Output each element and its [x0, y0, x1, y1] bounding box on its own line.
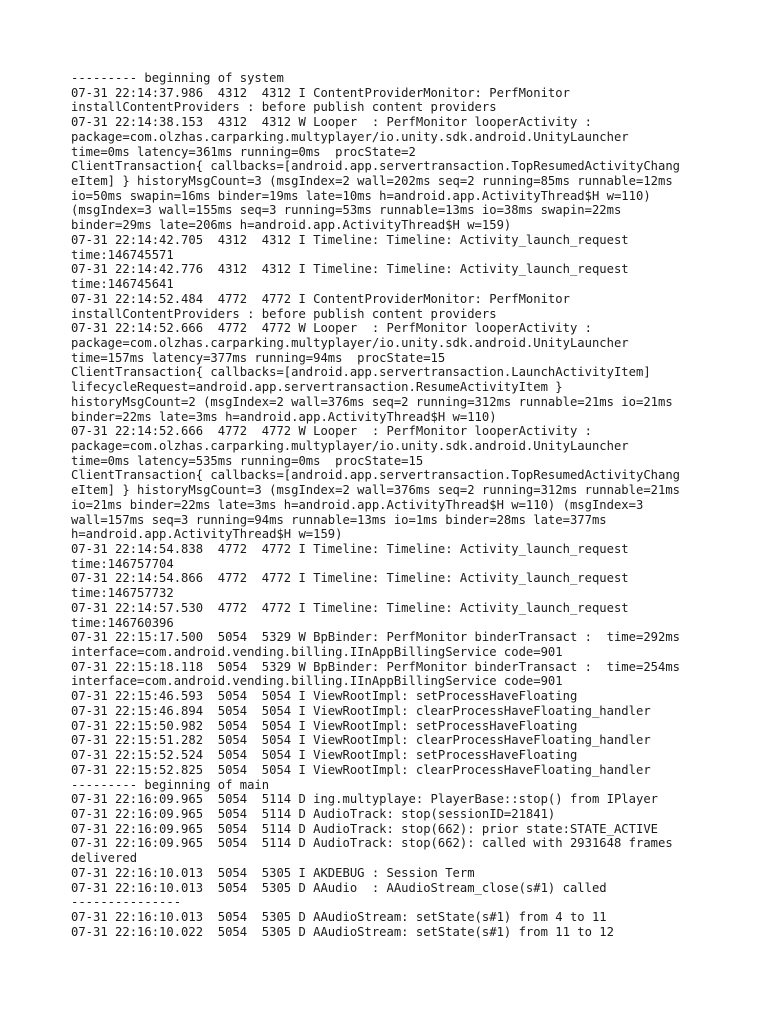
log-line: 07-31 22:16:09.965 5054 5114 D AudioTrack: stop(sessionID=21841)	[71, 806, 556, 821]
log-line: time=0ms latency=535ms running=0ms procState=15	[71, 453, 424, 468]
log-line: 07-31 22:16:10.013 5054 5305 D AAudioStream: setState(s#1) from 4 to 11	[71, 909, 607, 924]
log-line: 07-31 22:15:52.524 5054 5054 I ViewRootImpl: setProcessHaveFloating	[71, 748, 578, 763]
log-line: historyMsgCount=2 (msgIndex=2 wall=376ms seq=2 running=312ms runnable=21ms io=21ms	[71, 394, 673, 409]
log-line: wall=157ms seq=3 running=94ms runnable=13ms io=1ms binder=28ms late=377ms	[71, 512, 607, 527]
log-line: 07-31 22:14:54.866 4772 4772 I Timeline: Timeline: Activity_launch_request	[71, 571, 629, 586]
log-line: 07-31 22:14:52.666 4772 4772 W Looper : PerfMonitor looperActivity :	[71, 321, 592, 336]
log-line: interface=com.android.vending.billing.IInAppBillingService code=901	[71, 674, 563, 689]
log-line: 07-31 22:16:09.965 5054 5114 D ing.multyplaye: PlayerBase::stop() from IPlayer	[71, 792, 658, 807]
log-line: time=157ms latency=377ms running=94ms procState=15	[71, 350, 446, 365]
log-line: (msgIndex=3 wall=155ms seq=3 running=53ms runnable=13ms io=38ms swapin=22ms	[71, 203, 622, 218]
log-line: delivered	[71, 851, 138, 866]
log-line: 07-31 22:16:09.965 5054 5114 D AudioTrack: stop(662): prior state:STATE_ACTIVE	[71, 821, 658, 836]
log-line: time:146745571	[71, 247, 174, 262]
log-line: interface=com.android.vending.billing.IInAppBillingService code=901	[71, 645, 563, 660]
log-line: binder=29ms late=206ms h=android.app.ActivityThread$H w=159)	[71, 218, 512, 233]
log-line: time:146757704	[71, 556, 174, 571]
log-line: package=com.olzhas.carparking.multyplayer/io.unity.sdk.android.UnityLauncher	[71, 335, 629, 350]
log-line: 07-31 22:16:10.013 5054 5305 D AAudio : AAudioStream_close(s#1) called	[71, 880, 607, 895]
log-line: ---------------	[71, 895, 182, 910]
log-line: time:146745641	[71, 277, 174, 292]
log-line: io=50ms swapin=16ms binder=19ms late=10ms h=android.app.ActivityThread$H w=110)	[71, 188, 651, 203]
log-line: time=0ms latency=361ms running=0ms procState=2	[71, 144, 416, 159]
log-line: ClientTransaction{ callbacks=[android.app.servertransaction.TopResumedActivityChang	[71, 468, 681, 483]
log-line: eItem] } historyMsgCount=3 (msgIndex=2 wall=376ms seq=2 running=312ms runnable=21ms	[71, 483, 681, 498]
log-line: 07-31 22:15:46.894 5054 5054 I ViewRootImpl: clearProcessHaveFloating_handler	[71, 703, 651, 718]
log-line: eItem] } historyMsgCount=3 (msgIndex=2 wall=202ms seq=2 running=85ms runnable=12ms	[71, 174, 673, 189]
log-line: 07-31 22:14:42.776 4312 4312 I Timeline: Timeline: Activity_launch_request	[71, 262, 629, 277]
log-line: lifecycleRequest=android.app.servertransaction.ResumeActivityItem }	[71, 380, 563, 395]
log-line: 07-31 22:14:52.666 4772 4772 W Looper : PerfMonitor looperActivity :	[71, 424, 592, 439]
log-line: installContentProviders : before publish content providers	[71, 306, 497, 321]
log-line: 07-31 22:14:54.838 4772 4772 I Timeline: Timeline: Activity_launch_request	[71, 542, 629, 556]
log-document	[71, 71, 711, 939]
log-line: --------- beginning of system	[71, 71, 284, 85]
log-line: 07-31 22:14:52.484 4772 4772 I ContentProviderMonitor: PerfMonitor	[71, 291, 570, 306]
log-line: 07-31 22:16:10.013 5054 5305 I AKDEBUG : Session Term	[71, 865, 475, 880]
log-line: 07-31 22:15:50.982 5054 5054 I ViewRootImpl: setProcessHaveFloating	[71, 718, 578, 733]
log-line: --------- beginning of main	[71, 777, 270, 792]
log-line: 07-31 22:15:18.118 5054 5329 W BpBinder: PerfMonitor binderTransact : time=254ms	[71, 659, 681, 674]
log-line: 07-31 22:14:38.153 4312 4312 W Looper : PerfMonitor looperActivity :	[71, 115, 592, 130]
log-line: 07-31 22:16:10.022 5054 5305 D AAudioStream: setState(s#1) from 11 to 12	[71, 924, 614, 939]
log-line: 07-31 22:16:09.965 5054 5114 D AudioTrack: stop(662): called with 2931648 frames	[71, 836, 673, 851]
log-line: ClientTransaction{ callbacks=[android.app.servertransaction.TopResumedActivityChang	[71, 159, 681, 174]
log-line: installContentProviders : before publish content providers	[71, 100, 497, 115]
log-line: package=com.olzhas.carparking.multyplayer/io.unity.sdk.android.UnityLauncher	[71, 129, 629, 144]
log-line: time:146757732	[71, 586, 174, 601]
log-line: binder=22ms late=3ms h=android.app.ActivityThread$H w=110)	[71, 409, 497, 424]
log-line: h=android.app.ActivityThread$H w=159)	[71, 527, 343, 542]
log-line: 07-31 22:15:51.282 5054 5054 I ViewRootImpl: clearProcessHaveFloating_handler	[71, 733, 651, 748]
log-line: 07-31 22:15:46.593 5054 5054 I ViewRootImpl: setProcessHaveFloating	[71, 689, 578, 704]
log-line: io=21ms binder=22ms late=3ms h=android.app.ActivityThread$H w=110) (msgIndex=3	[71, 497, 644, 512]
log-line: 07-31 22:14:37.986 4312 4312 I ContentProviderMonitor: PerfMonitor	[71, 85, 570, 100]
log-line: 07-31 22:15:17.500 5054 5329 W BpBinder: PerfMonitor binderTransact : time=292ms	[71, 630, 681, 645]
log-line: package=com.olzhas.carparking.multyplayer/io.unity.sdk.android.UnityLauncher	[71, 438, 629, 453]
log-line: 07-31 22:14:42.705 4312 4312 I Timeline: Timeline: Activity_launch_request	[71, 232, 629, 247]
log-line: time:146760396	[71, 615, 174, 630]
log-line: 07-31 22:15:52.825 5054 5054 I ViewRootImpl: clearProcessHaveFloating_handler	[71, 762, 651, 777]
log-text-block	[71, 71, 711, 939]
log-line: 07-31 22:14:57.530 4772 4772 I Timeline: Timeline: Activity_launch_request	[71, 600, 629, 615]
log-line: ClientTransaction{ callbacks=[android.app.servertransaction.LaunchActivityItem]	[71, 365, 651, 380]
